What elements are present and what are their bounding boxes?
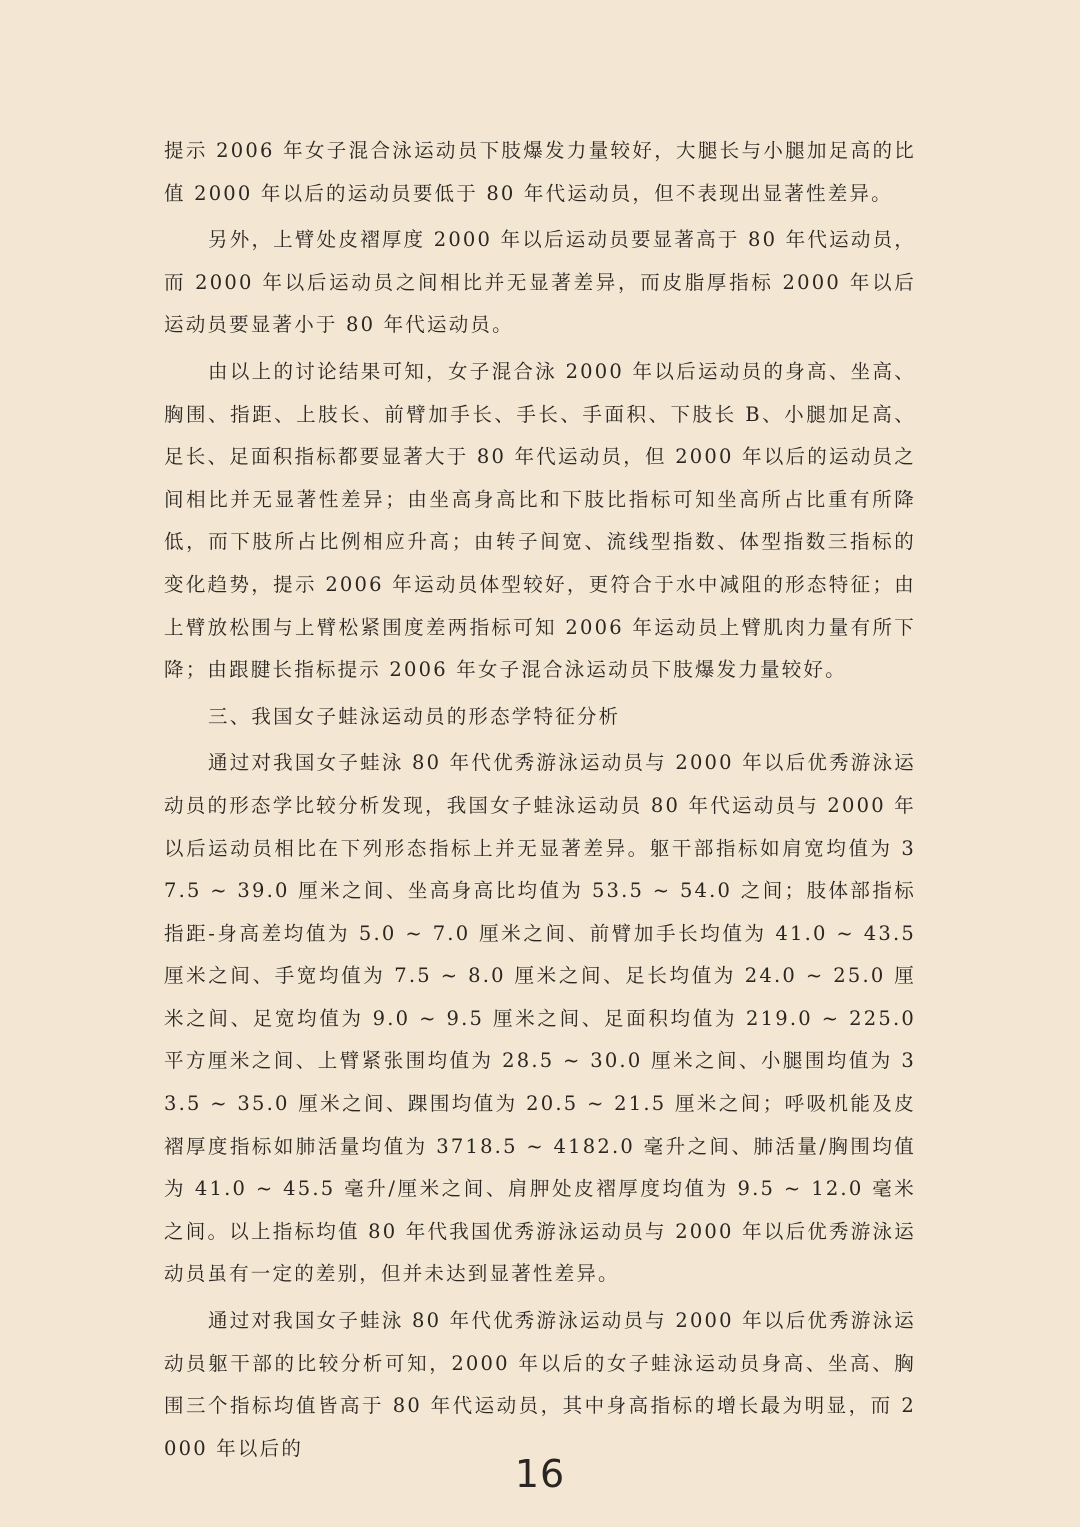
paragraph-skinfold: 另外，上臂处皮褶厚度 2000 年以后运动员要显著高于 80 年代运动员，而 2000 年以后运动员之间相比并无显著差异，而皮脂厚指标 2000 年以后运动员要显著小于 80 年代运动员。 xyxy=(164,228,916,337)
body-text xyxy=(164,130,916,1474)
paragraph-continuation: 提示 2006 年女子混合泳运动员下肢爆发力量较好，大腿长与小腿加足高的比值 2000 年以后的运动员要低于 80 年代运动员，但不表现出显著性差异。 xyxy=(164,139,916,205)
section-heading: 三、我国女子蛙泳运动员的形态学特征分析 xyxy=(208,704,621,728)
page-number: 16 xyxy=(514,1452,566,1496)
paragraph-breaststroke-trunk: 通过对我国女子蛙泳 80 年代优秀游泳运动员与 2000 年以后优秀游泳运动员躯干部的比较分析可知，2000 年以后的女子蛙泳运动员身高、坐高、胸围三个指标均值皆高于 80 年代运动员，其中身高指标的增长最为明显，而 2000 年以后的 xyxy=(164,1309,916,1460)
paragraph-medley-summary: 由以上的讨论结果可知，女子混合泳 2000 年以后运动员的身高、坐高、胸围、指距、上肢长、前臂加手长、手长、手面积、下肢长 B、小腿加足高、足长、足面积指标都要显著大于 80 年代运动员，但 2000 年以后的运动员之间相比并无显著性差异；由坐高身高比和下肢比指标可知坐高所占比重有所降低，而下肢所占比例相应升高；由转子间宽、流线型指数、体型指数三指标的变化趋势，提示 2006 年运动员体型较好，更符合于水中减阻的形态特征；由上臂放松围与上臂松紧围度差两指标可知 2006 年运动员上臂肌肉力量有所下降；由跟腱长指标提示 2006 年女子混合泳运动员下肢爆发力量较好。 xyxy=(164,359,916,682)
paragraph-breaststroke-analysis: 通过对我国女子蛙泳 80 年代优秀游泳运动员与 2000 年以后优秀游泳运动员的形态学比较分析发现，我国女子蛙泳运动员 80 年代运动员与 2000 年以后运动员相比在下列形态指标上并无显著差异。躯干部指标如肩宽均值为 37.5 ~ 39.0 厘米之间、坐高身高比均值为 53.5 ~ 54.0 之间；肢体部指标指距-身高差均值为 5.0 ~ 7.0 厘米之间、前臂加手长均值为 41.0 ~ 43.5 厘米之间、手宽均值为 7.5 ~ 8.0 厘米之间、足长均值为 24.0 ~ 25.0 厘米之间、足宽均值为 9.0 ~ 9.5 厘米之间、足面积均值为 219.0 ~ 225.0 平方厘米之间、上臂紧张围均值为 28.5 ~ 30.0 厘米之间、小腿围均值为 33.5 ~ 35.0 厘米之间、踝围均值为 20.5 ~ 21.5 厘米之间；呼吸机能及皮褶厚度指标如肺活量均值为 3718.5 ~ 4182.0 毫升之间、肺活量/胸围均值为 41.0 ~ 45.5 毫升/厘米之间、肩胛处皮褶厚度均值为 9.5 ~ 12.0 毫米之间。以上指标均值 80 年代我国优秀游泳运动员与 2000 年以后优秀游泳运动员虽有一定的差别，但并未达到显著性差异。 xyxy=(164,751,916,1286)
